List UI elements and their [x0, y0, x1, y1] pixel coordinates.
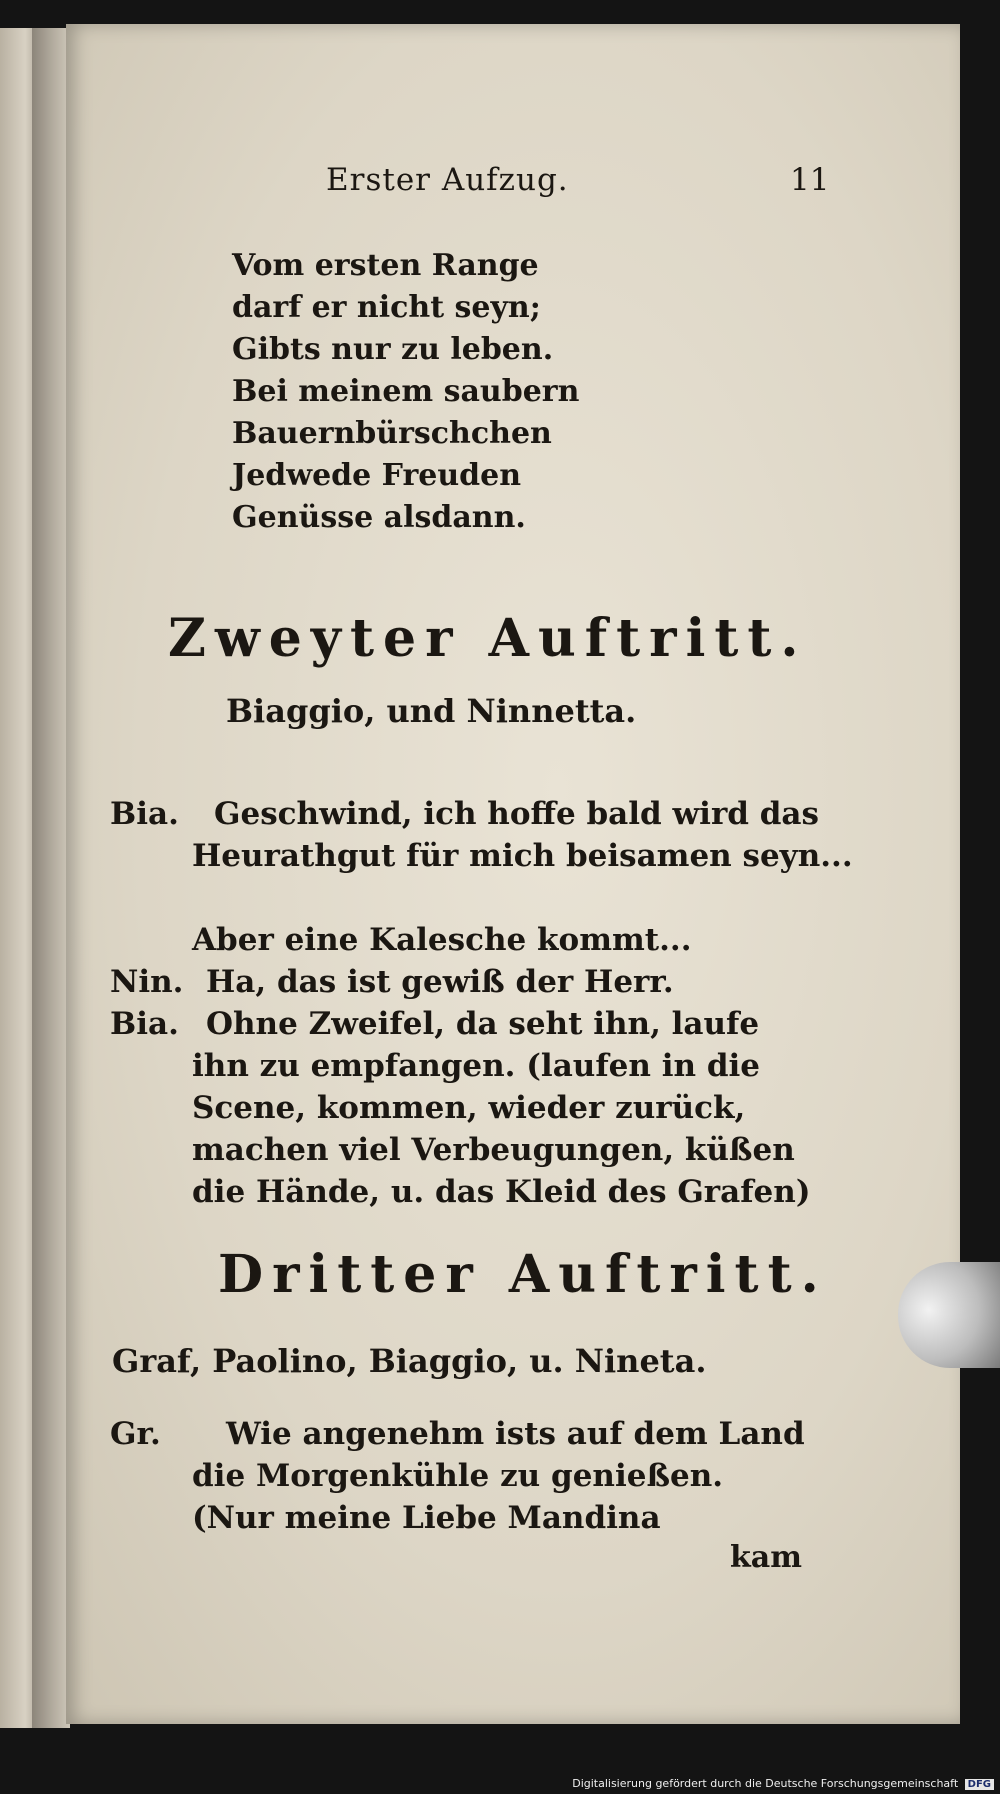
verse-line: Vom ersten Range	[232, 248, 539, 283]
dfg-logo: DFG	[965, 1779, 994, 1790]
dialogue-line: die Hände, u. das Kleid des Grafen)	[192, 1174, 811, 1210]
verse-line: Genüsse alsdann.	[232, 500, 526, 535]
credit-text: Digitalisierung gefördert durch die Deutsche Forschungsgemeinschaft	[572, 1777, 959, 1790]
scene-heading: Dritter Auftritt.	[218, 1244, 828, 1305]
dialogue-line: die Morgenkühle zu genießen.	[192, 1458, 724, 1494]
speaker-label: Bia.	[110, 796, 179, 832]
dialogue-line: Aber eine Kalesche kommt...	[192, 922, 692, 958]
scene-cast: Biaggio, und Ninnetta.	[226, 692, 637, 730]
dialogue-line: Geschwind, ich hoffe bald wird das	[214, 796, 819, 832]
verse-line: Jedwede Freuden	[232, 458, 522, 493]
dialogue-line: (Nur meine Liebe Mandina	[192, 1500, 661, 1536]
digitization-credit	[572, 1777, 994, 1790]
dialogue-line: ihn zu empfangen. (laufen in die	[192, 1048, 761, 1084]
catchword: kam	[730, 1540, 802, 1575]
dialogue-line: Ohne Zweifel, da seht ihn, laufe	[206, 1006, 760, 1042]
verse-line: Bauernbürschchen	[232, 416, 552, 451]
speaker-label: Bia.	[110, 1006, 179, 1042]
dialogue-line: Ha, das ist gewiß der Herr.	[206, 964, 674, 1000]
dialogue-line: Heurathgut für mich beisamen seyn...	[192, 838, 853, 874]
scene-cast: Graf, Paolino, Biaggio, u. Nineta.	[112, 1342, 707, 1380]
dialogue-line: Scene, kommen, wieder zurück,	[192, 1090, 746, 1126]
dialogue-line: Wie angenehm ists auf dem Land	[226, 1416, 805, 1452]
scene-heading: Zweyter Auftritt.	[168, 608, 808, 669]
color-calibration-tab	[898, 1262, 1000, 1368]
page-number: 11	[790, 162, 830, 198]
verse-line: Gibts nur zu leben.	[232, 332, 554, 367]
verse-line: Bei meinem saubern	[232, 374, 580, 409]
verse-line: darf er nicht seyn;	[232, 290, 541, 325]
speaker-label: Nin.	[110, 964, 184, 1000]
speaker-label: Gr.	[110, 1416, 161, 1452]
dialogue-line: machen viel Verbeugungen, küßen	[192, 1132, 795, 1168]
running-title: Erster Aufzug.	[326, 162, 569, 198]
book-gutter	[32, 28, 70, 1728]
